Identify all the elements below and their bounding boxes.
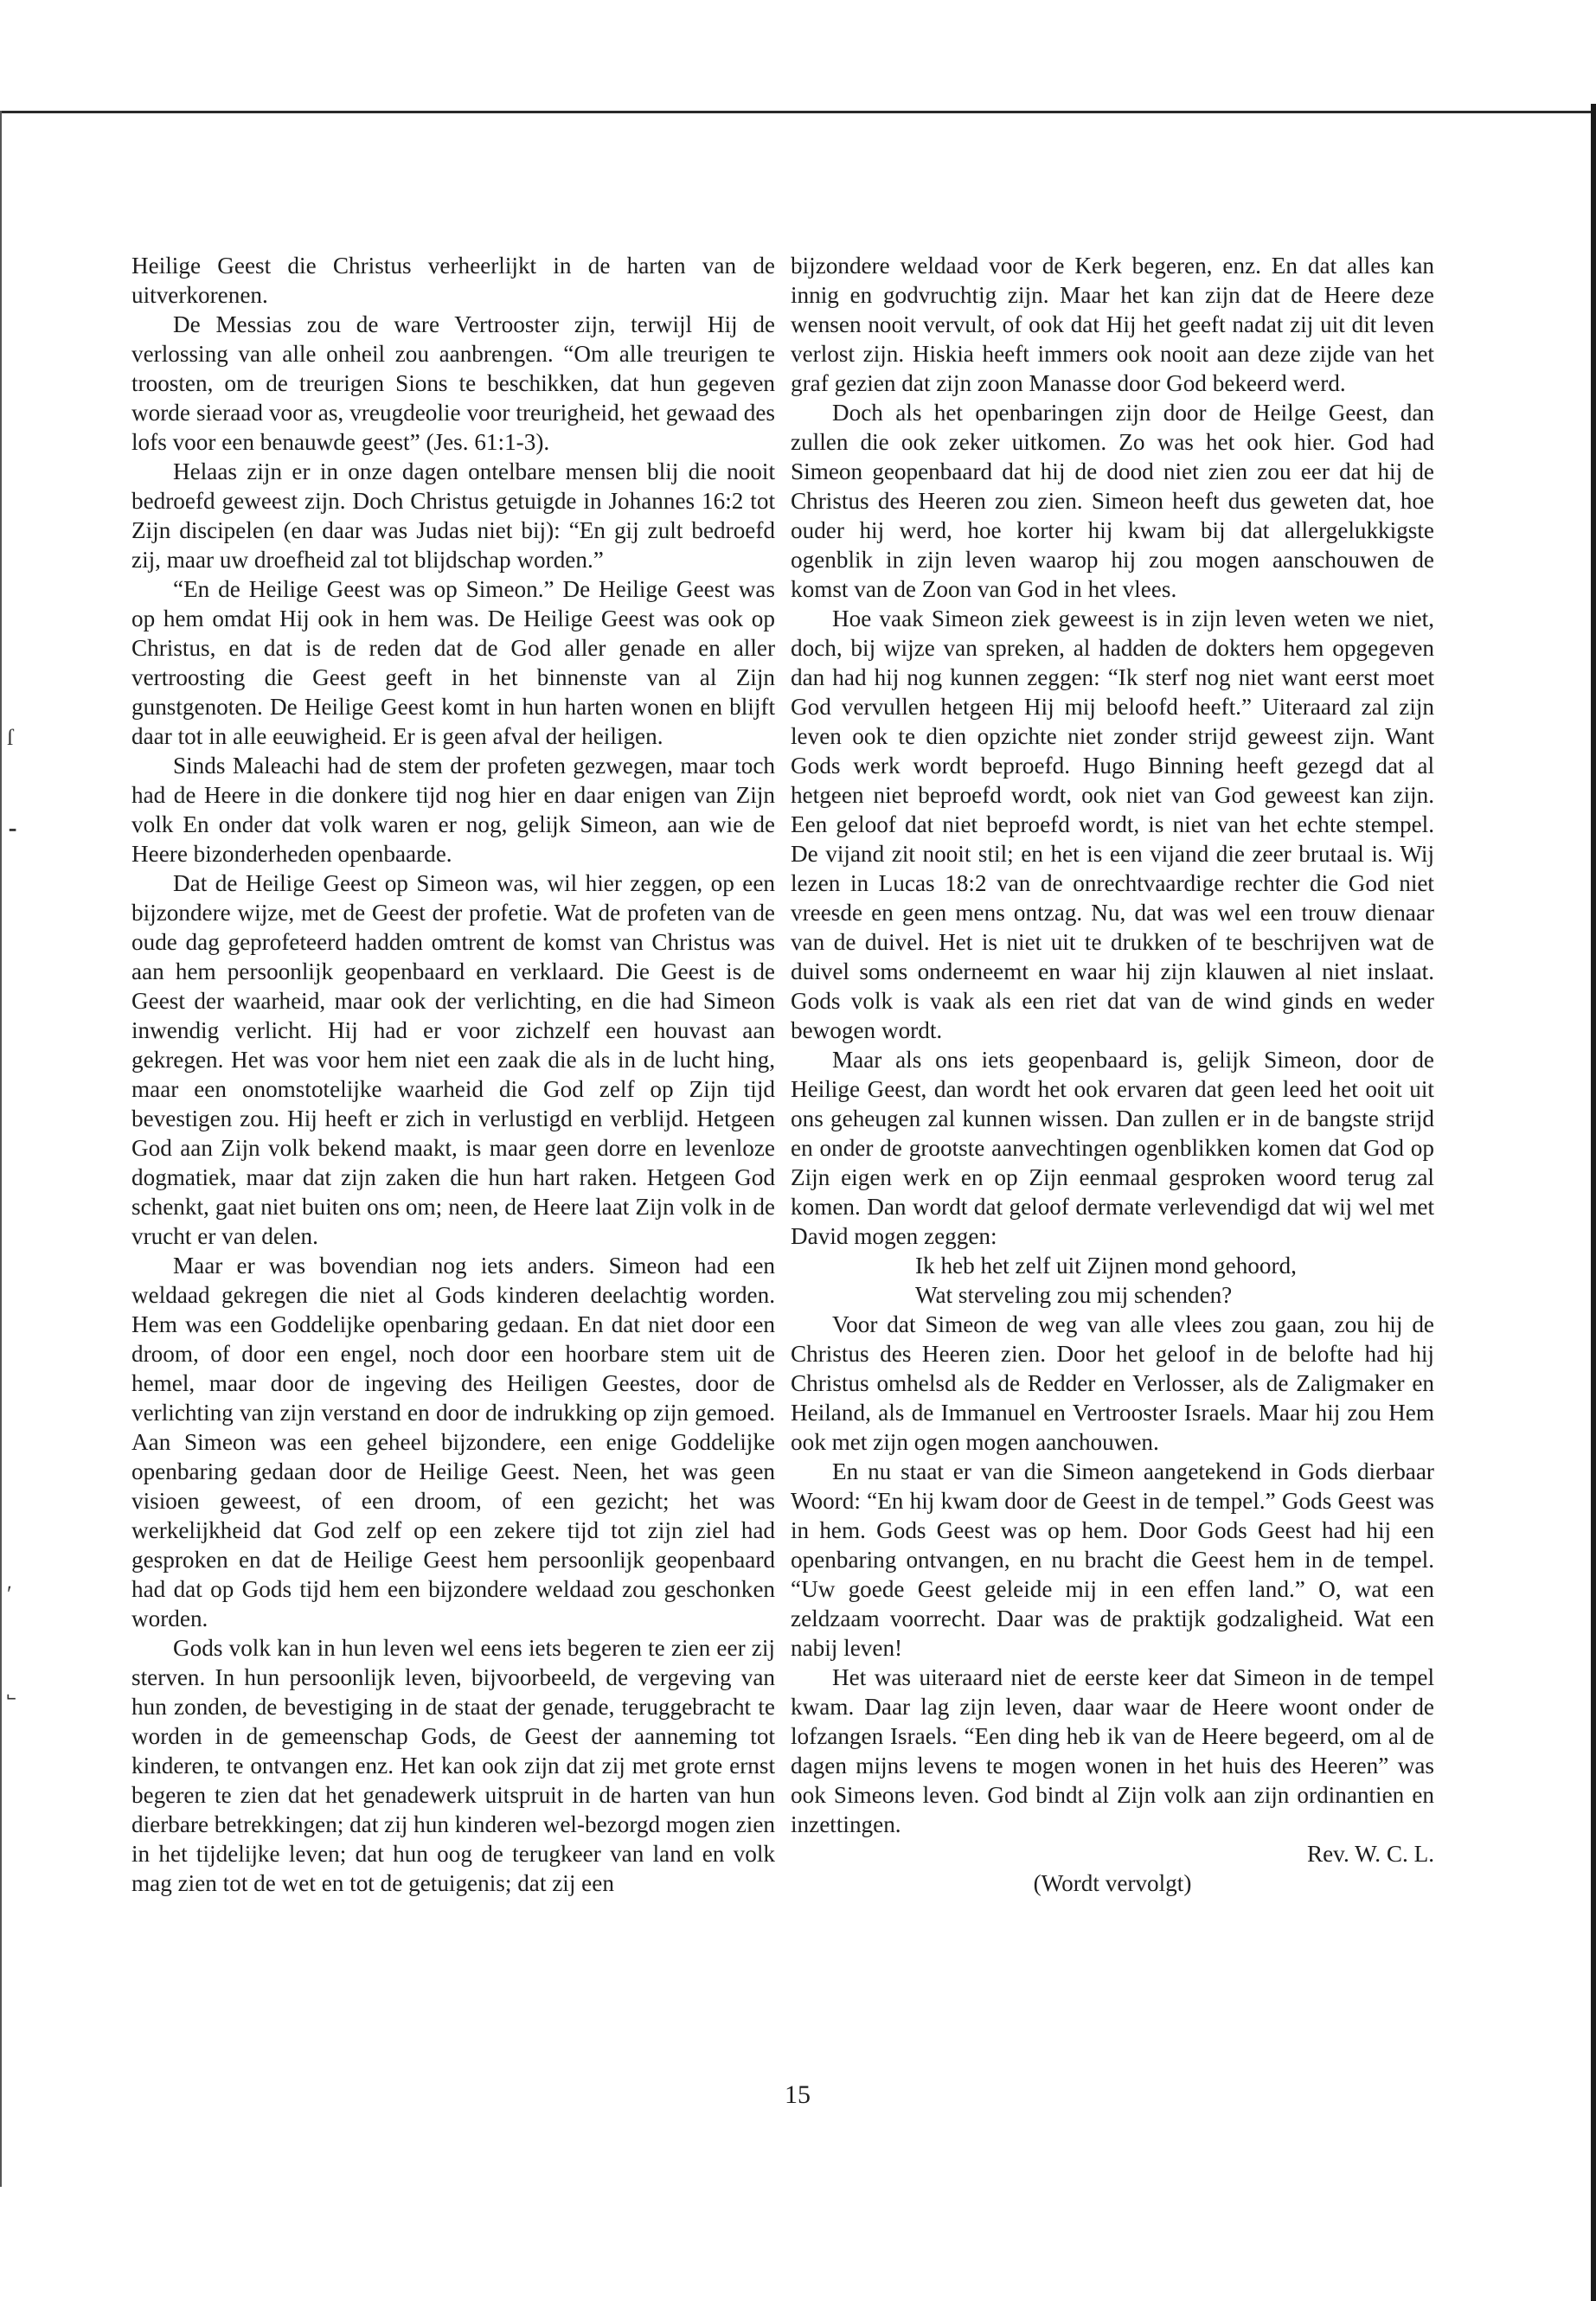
margin-mark: ʹ <box>7 1581 12 1606</box>
poem-line: Ik heb het zelf uit Zijnen mond gehoord, <box>915 1253 1297 1279</box>
paragraph: Heilige Geest die Christus verheerlijkt in de harten van de uitverkorenen. <box>131 253 775 308</box>
paragraph: Maar als ons iets geopenbaard is, gelijk Simeon, door de Heilige Geest, dan wordt het ook ervaren dat geen leed het ooit uit ons geheugen zal kunnen wissen. Dan zullen er in de bangste strijd en onder de grootste aanvechtingen ogenblikken komen dat God op Zijn eigen werk en op Zijn eenmaal gesproken woord terug zal komen. Dan wordt dat geloof dermate verlevendigd dat wij wel met David mogen zeggen: <box>791 1047 1434 1249</box>
right-column <box>791 251 1434 1898</box>
left-column <box>131 251 775 1898</box>
paragraph: “En de Heilige Geest was op Simeon.” De Heilige Geest was op hem omdat Hij ook in hem was. De Heilige Geest was ook op Christus, en dat is de reden dat de God aller genade en aller vertroosting die Geest geeft in het binnenste van al Zijn gunstgenoten. De Heilige Geest komt in hun harten wonen en blijft daar tot in alle eeuwigheid. Er is geen afval der heiligen. <box>131 576 775 749</box>
margin-mark: ˾ <box>7 1675 16 1700</box>
margin-mark: ſ <box>7 725 14 750</box>
margin-mark: ⁃ <box>7 818 18 843</box>
paragraph: bijzondere weldaad voor de Kerk begeren, enz. En dat alles kan innig en godvruchtig zijn. Maar het kan zijn dat de Heere deze wensen nooit vervult, of ook dat Hij het geeft nadat zij uit dit leven verlost zijn. Hiskia heeft immers ook nooit aan deze zijde van het graf gezien dat zijn zoon Manasse door God bekeerd werd. <box>791 253 1434 396</box>
paragraph: Maar er was bovendian nog iets anders. Simeon had een weldaad gekregen die niet al Gods kinderen deelachtig worden. Hem was een Goddelijke openbaring gedaan. En dat niet door een droom, of door een engel, noch door een hoorbare stem uit de hemel, maar door de ingeving des Heiligen Geestes, door de verlichting van zijn verstand en door de indrukking op zijn gemoed. Aan Simeon was een geheel bijzondere, een enige Goddelijke openbaring gedaan door de Heilige Geest. Neen, het was geen visioen geweest, of een droom, of een gezicht; het was werkelijkheid dat God zelf op een zekere tijd tot zijn ziel had gesproken en dat de Heilige Geest hem persoonlijk geopenbaard had dat op Gods tijd hem een bijzondere weldaad zou geschonken worden. <box>131 1253 775 1631</box>
paragraph: De Messias zou de ware Vertrooster zijn, terwijl Hij de verlossing van alle onheil zou aanbrengen. “Om alle treurigen te troosten, om de treurigen Sions te beschikken, dat hun gegeven worde sieraad voor as, vreugdeolie voor treurigheid, het gewaad des lofs voor een benauwde geest” (Jes. 61:1-3). <box>131 311 775 455</box>
paragraph: Sinds Maleachi had de stem der profeten gezwegen, maar toch had de Heere in die donkere tijd nog hier en daar enigen van Zijn volk En onder dat volk waren er nog, gelijk Simeon, aan wie de Heere bizonderheden openbaarde. <box>131 753 775 867</box>
paragraph: En nu staat er van die Simeon aangetekend in Gods dierbaar Woord: “En hij kwam door de Geest in de tempel.” Gods Geest was in hem. Gods Geest was op hem. Door Gods Geest had hij een openbaring ontvangen, en nu bracht die Geest hem in de tempel. “Uw goede Geest geleide mij in een effen land.” O, wat een zeldzaam voorrecht. Daar was de praktijk godzaligheid. Wat een nabij leven! <box>791 1458 1434 1661</box>
scan-edge-left <box>0 111 2 2187</box>
poem-line: Wat sterveling zou mij schenden? <box>915 1282 1233 1308</box>
paragraph: Helaas zijn er in onze dagen ontelbare mensen blij die nooit bedroefd geweest zijn. Doch Christus getuigde in Johannes 16:2 tot Zijn discipelen (en daar was Judas niet bij): “En gij zult bedroefd zij, maar uw droefheid zal tot blijdschap worden.” <box>131 458 775 573</box>
paragraph: Doch als het openbaringen zijn door de Heilge Geest, dan zullen die ook zeker uitkomen. Zo was het ook hier. God had Simeon geopenbaard dat hij de dood niet zien zou eer dat hij de Christus des Heeren zou zien. Simeon heeft dus geweten dat, hoe ouder hij werd, hoe korter hij kwam bij dat allergelukkigste ogenblik in zijn leven waarop hij zou mogen aanschouwen de komst van de Zoon van God in het vlees. <box>791 400 1434 602</box>
continued-note: (Wordt vervolgt) <box>1033 1870 1192 1896</box>
paragraph: Voor dat Simeon de weg van alle vlees zou gaan, zou hij de Christus des Heeren zien. Door het geloof in de belofte had hij Christus omhelsd als de Redder en Verlosser, als de Zaligmaker en Heiland, als de Immanuel en Vertrooster Israels. Maar hij zou Hem ook met zijn ogen mogen aanchouwen. <box>791 1311 1434 1455</box>
paragraph: Het was uiteraard niet de eerste keer dat Simeon in de tempel kwam. Daar lag zijn leven, daar waar de Heere woont onder de lofzangen Israels. “Een ding heb ik van de Heere begeerd, om al de dagen mijns levens te mogen wonen in het huis des Heeren” was ook Simeons leven. God bindt al Zijn volk aan zijn ordinantien en inzettingen. <box>791 1664 1434 1837</box>
poem-quote <box>915 1251 1434 1310</box>
scan-edge-top <box>0 111 1596 113</box>
paragraph: Dat de Heilige Geest op Simeon was, wil hier zeggen, op een bijzondere wijze, met de Geest der profetie. Wat de profeten van de oude dag geprofeteerd hadden omtrent de komst van Christus was aan hem persoonlijk geopenbaard en verklaard. Die Geest is de Geest der waarheid, maar ook der verlichting, en die had Simeon inwendig verlicht. Hij had er voor zichzelf een houvast aan gekregen. Het was voor hem niet een zaak die als in de lucht hing, maar een onomstotelijke waarheid die God zelf op Zijn tijd bevestigen zou. Hij heeft er zich in verlustigd en verblijd. Hetgeen God aan Zijn volk bekend maakt, is maar geen dorre en levenloze dogmatiek, maar dat zijn zaken die hun hart raken. Hetgeen God schenkt, gaat niet buiten ons om; neen, de Heere laat Zijn volk in de vrucht er van delen. <box>131 870 775 1249</box>
page-number: 15 <box>785 2080 811 2109</box>
scan-edge-right <box>1591 104 1596 2301</box>
paragraph: Gods volk kan in hun leven wel eens iets begeren te zien eer zij sterven. In hun persoonlijk leven, bijvoorbeeld, de vergeving van hun zonden, de bevestiging in de staat der genade, teruggebracht te worden in de gemeenschap Gods, de Geest der aanneming tot kinderen, te ontvangen enz. Het kan ook zijn dat zij met grote ernst begeren te zien dat het genadewerk uitspruit in de harten van hun dierbare betrekkingen; dat zij hun kinderen wel-bezorgd mogen zien in het tijdelijke leven; dat hun oog de terugkeer van land en volk mag zien tot de wet en tot de getuigenis; dat zij een <box>131 1635 775 1896</box>
paragraph: Hoe vaak Simeon ziek geweest is in zijn leven weten we niet, doch, bij wijze van spreken, al hadden de dokters hem opgegeven dan had hij nog kunnen zeggen: “Ik sterf nog niet want eerst moet God vervullen hetgeen Hij mij beloofd heeft.” Uiteraard zal zijn leven ook te dien opzichte niet zonder strijd geweest zijn. Want Gods werk wordt beproefd. Hugo Binning heeft gezegd dat al hetgeen niet beproefd wordt, ook niet van God geweest kan zijn. Een geloof dat niet beproefd wordt, is niet van het echte stempel. De vijand zit nooit stil; en het is een vijand die zeer brutaal is. Wij lezen in Lucas 18:2 van de onrechtvaardige rechter die God niet vreesde en geen mens ontzag. Nu, dat was wel een trouw dienaar van de duivel. Het is niet uit te drukken of te beschrijven wat de duivel soms onderneemt en waar hij zijn klauwen al niet inslaat. Gods volk is vaak als een riet dat van de wind ginds en weder bewogen wordt. <box>791 606 1434 1043</box>
author-signature: Rev. W. C. L. <box>1306 1841 1434 1867</box>
